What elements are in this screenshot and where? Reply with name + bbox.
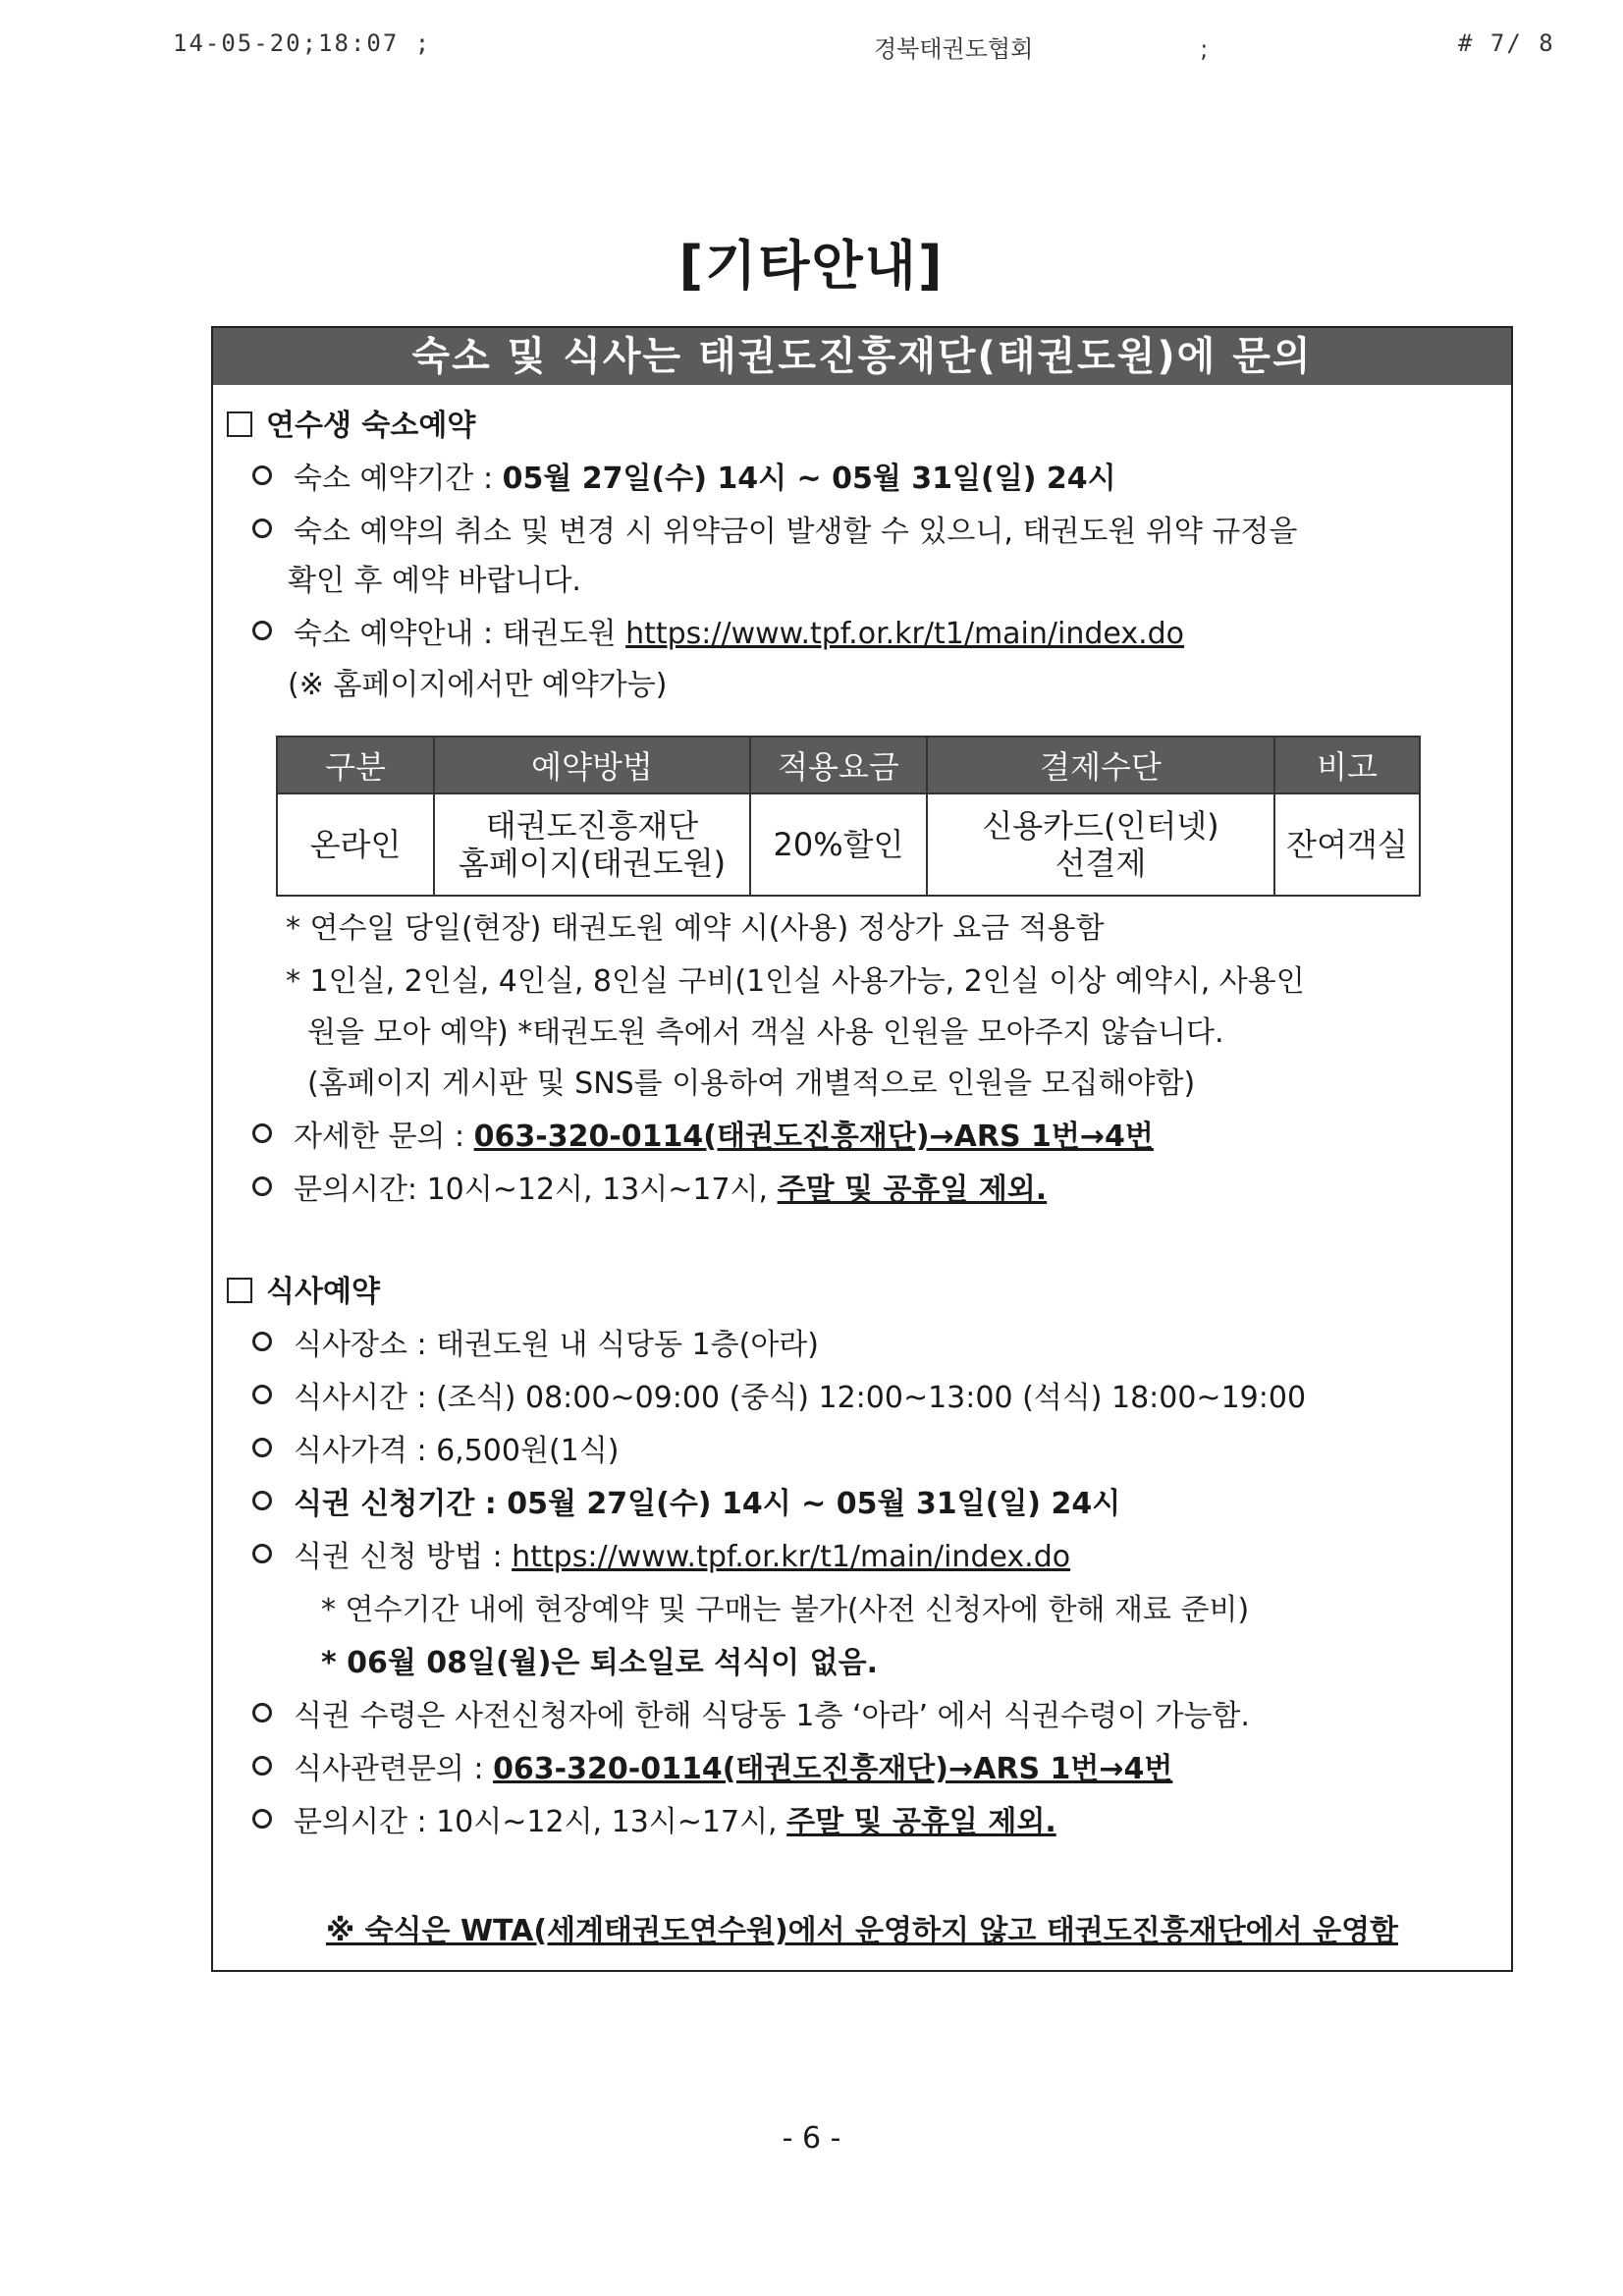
homepage-only-note: (※ 홈페이지에서만 예약가능) xyxy=(288,668,668,702)
table-cell: 태권도진흥재단 홈페이지(태권도원) xyxy=(434,793,750,896)
meal-note-checkout: * 06월 08일(월)은 퇴소일로 석식이 없음. xyxy=(321,1646,878,1680)
fax-header-sender: 경북태권도협회 ; xyxy=(874,35,1209,63)
table-header: 구분 xyxy=(277,737,434,793)
circle-bullet-icon xyxy=(252,1809,272,1829)
meal-apply-method: 식권 신청 방법 : https://www.tpf.or.kr/t1/main/index.do xyxy=(252,1538,1070,1577)
fax-header-page: # 7/ 8 xyxy=(1458,29,1555,57)
table-cell: 신용카드(인터넷) 선결제 xyxy=(927,793,1274,896)
page-number: - 6 - xyxy=(782,2121,841,2156)
lodging-cancel-notice-cont: 확인 후 예약 바랍니다. xyxy=(288,564,581,598)
lodging-heading: 연수생 숙소예약 xyxy=(227,407,475,446)
circle-bullet-icon xyxy=(252,1332,272,1351)
table-header: 적용요금 xyxy=(750,737,927,793)
lodging-period: 숙소 예약기간 : 05월 27일(수) 14시 ~ 05월 31일(일) 24시 xyxy=(252,460,1116,499)
table-header: 결제수단 xyxy=(927,737,1274,793)
checkbox-icon xyxy=(227,1278,252,1303)
table-cell: 온라인 xyxy=(277,793,434,896)
operation-footnote: ※ 숙식은 WTA(세계태권도연수원)에서 운영하지 않고 태권도진흥재단에서 운영함 xyxy=(325,1914,1399,1948)
lodging-cancel-notice: 숙소 예약의 취소 및 변경 시 위약금이 발생할 수 있으니, 태권도원 위약 규정을 xyxy=(252,513,1297,552)
table-header-row xyxy=(277,737,1420,793)
page-title: [기타안내] xyxy=(678,235,945,297)
meal-note-onsite: * 연수기간 내에 현장예약 및 구매는 불가(사전 신청자에 한해 재료 준비) xyxy=(321,1593,1250,1627)
lodging-hours: 문의시간: 10시~12시, 13시~17시, 주말 및 공휴일 제외. xyxy=(252,1171,1047,1210)
circle-bullet-icon xyxy=(252,1544,272,1563)
reservation-table xyxy=(276,736,1421,897)
lodging-note-rooms-cont2: (홈페이지 게시판 및 SNS를 이용하여 개별적으로 인원을 모집해야함) xyxy=(307,1066,1196,1101)
lodging-note-onsite: * 연수일 당일(현장) 태권도원 예약 시(사용) 정상가 요금 적용함 xyxy=(286,911,1105,946)
table-header: 예약방법 xyxy=(434,737,750,793)
table-cell: 잔여객실 xyxy=(1274,793,1420,896)
meal-heading: 식사예약 xyxy=(227,1273,380,1312)
meal-hours: 문의시간 : 10시~12시, 13시~17시, 주말 및 공휴일 제외. xyxy=(252,1803,1056,1842)
meal-price: 식사가격 : 6,500원(1식) xyxy=(252,1432,619,1471)
lodging-contact: 자세한 문의 : 063-320-0114(태권도진흥재단)→ARS 1번→4번 xyxy=(252,1118,1154,1157)
circle-bullet-icon xyxy=(252,1756,272,1776)
circle-bullet-icon xyxy=(252,1491,272,1510)
section-banner: 숙소 및 식사는 태권도진흥재단(태권도원)에 문의 xyxy=(213,328,1511,385)
meal-contact: 식사관련문의 : 063-320-0114(태권도진흥재단)→ARS 1번→4번 xyxy=(252,1750,1172,1789)
circle-bullet-icon xyxy=(252,519,272,538)
meal-time: 식사시간 : (조식) 08:00~09:00 (중식) 12:00~13:00 (석식) 18:00~19:00 xyxy=(252,1379,1306,1418)
circle-bullet-icon xyxy=(252,621,272,640)
meal-url-link[interactable]: https://www.tpf.or.kr/t1/main/index.do xyxy=(512,1540,1071,1574)
table-cell: 20%할인 xyxy=(750,793,927,896)
info-box xyxy=(211,326,1513,1972)
table-header: 비고 xyxy=(1274,737,1420,793)
lodging-url-link[interactable]: https://www.tpf.or.kr/t1/main/index.do xyxy=(625,617,1185,651)
circle-bullet-icon xyxy=(252,1385,272,1404)
circle-bullet-icon xyxy=(252,1123,272,1143)
circle-bullet-icon xyxy=(252,465,272,485)
table-row xyxy=(277,793,1420,896)
meal-apply-period: 식권 신청기간 : 05월 27일(수) 14시 ~ 05월 31일(일) 24시 xyxy=(252,1485,1120,1524)
circle-bullet-icon xyxy=(252,1703,272,1722)
meal-place: 식사장소 : 태권도원 내 식당동 1층(아라) xyxy=(252,1326,819,1365)
meal-pickup: 식권 수령은 사전신청자에 한해 식당동 1층 ‘아라’ 에서 식권수령이 가능함. xyxy=(252,1697,1250,1736)
lodging-note-rooms-cont: 원을 모아 예약) *태권도원 측에서 객실 사용 인원을 모아주지 않습니다. xyxy=(307,1015,1224,1050)
lodging-note-rooms: * 1인실, 2인실, 4인실, 8인실 구비(1인실 사용가능, 2인실 이상 예약시, 사용인 xyxy=(286,964,1305,999)
circle-bullet-icon xyxy=(252,1176,272,1196)
fax-header-timestamp: 14-05-20;18:07 ; xyxy=(173,29,432,57)
circle-bullet-icon xyxy=(252,1438,272,1457)
checkbox-icon xyxy=(227,411,252,437)
lodging-guide: 숙소 예약안내 : 태권도원 https://www.tpf.or.kr/t1/main/index.do xyxy=(252,615,1184,654)
